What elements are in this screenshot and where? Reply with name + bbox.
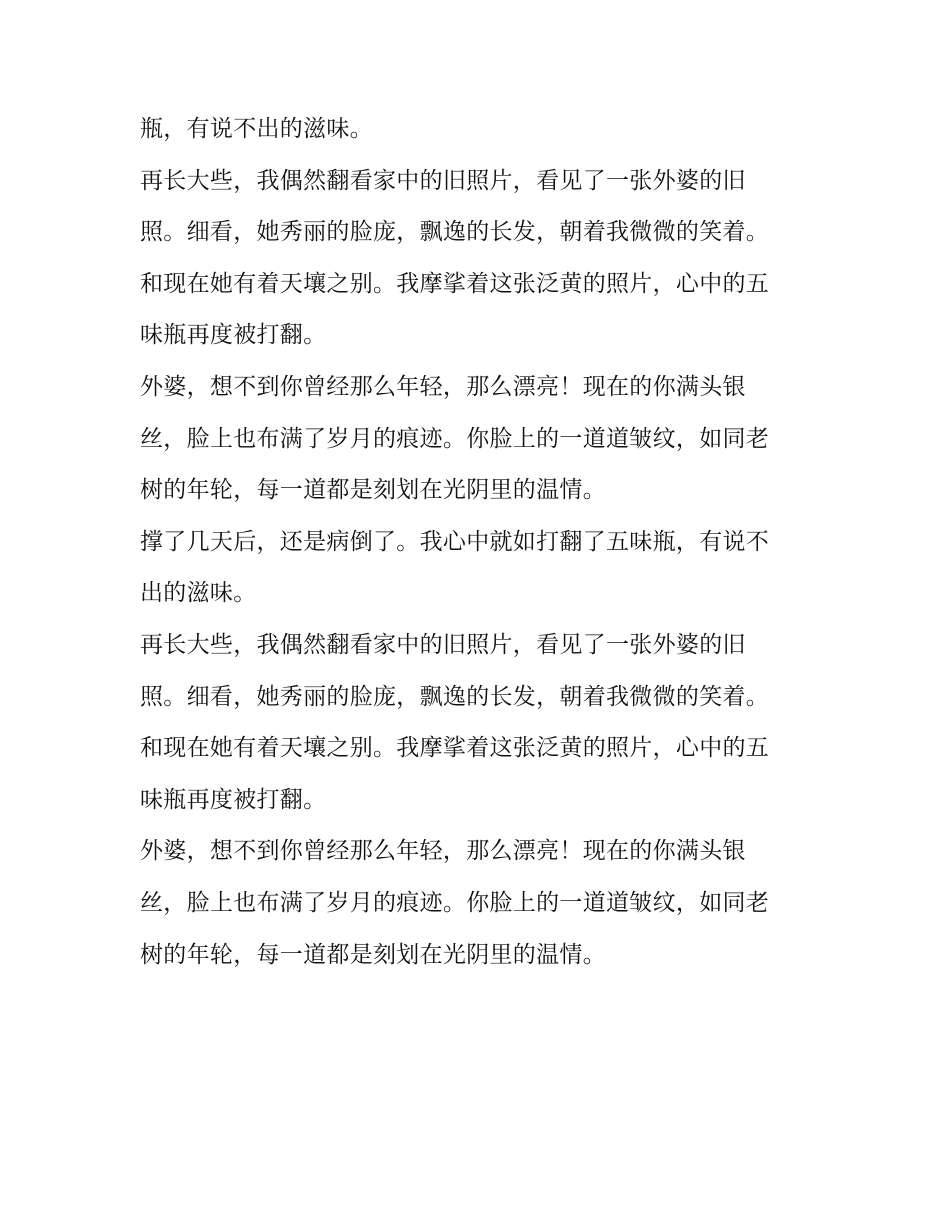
text-line: 撑了几天后，还是病倒了。我心中就如打翻了五味瓶，有说不: [140, 528, 770, 555]
text-line: 瓶，有说不出的滋味。: [140, 116, 373, 142]
text-line: 和现在她有着天壤之别。我摩挲着这张泛黄的照片，心中的五: [140, 735, 770, 762]
text-line: 树的年轮，每一道都是刻划在光阴里的温情。: [140, 941, 606, 968]
text-line: 和现在她有着天壤之别。我摩挲着这张泛黄的照片，心中的五: [140, 270, 770, 297]
text-line: 照。细看，她秀丽的脸庞，飘逸的长发，朝着我微微的笑着。: [140, 683, 770, 710]
text-line: 再长大些，我偶然翻看家中的旧照片，看见了一张外婆的旧: [140, 631, 746, 658]
text-line: 外婆，想不到你曾经那么年轻，那么漂亮！现在的你满头银: [140, 373, 746, 400]
text-line: 照。细看，她秀丽的脸庞，飘逸的长发，朝着我微微的笑着。: [140, 219, 770, 246]
body-text: [140, 104, 820, 981]
text-line: 外婆，想不到你曾经那么年轻，那么漂亮！现在的你满头银: [140, 838, 746, 865]
text-line: 味瓶再度被打翻。: [140, 322, 327, 349]
text-line: 味瓶再度被打翻。: [140, 786, 327, 813]
text-line: 出的滋味。: [140, 580, 257, 607]
text-line: 树的年轮，每一道都是刻划在光阴里的温情。: [140, 477, 606, 504]
text-line: 丝，脸上也布满了岁月的痕迹。你脸上的一道道皱纹，如同老: [140, 889, 770, 916]
text-line: 丝，脸上也布满了岁月的痕迹。你脸上的一道道皱纹，如同老: [140, 425, 770, 452]
text-line: 再长大些，我偶然翻看家中的旧照片，看见了一张外婆的旧: [140, 167, 746, 194]
